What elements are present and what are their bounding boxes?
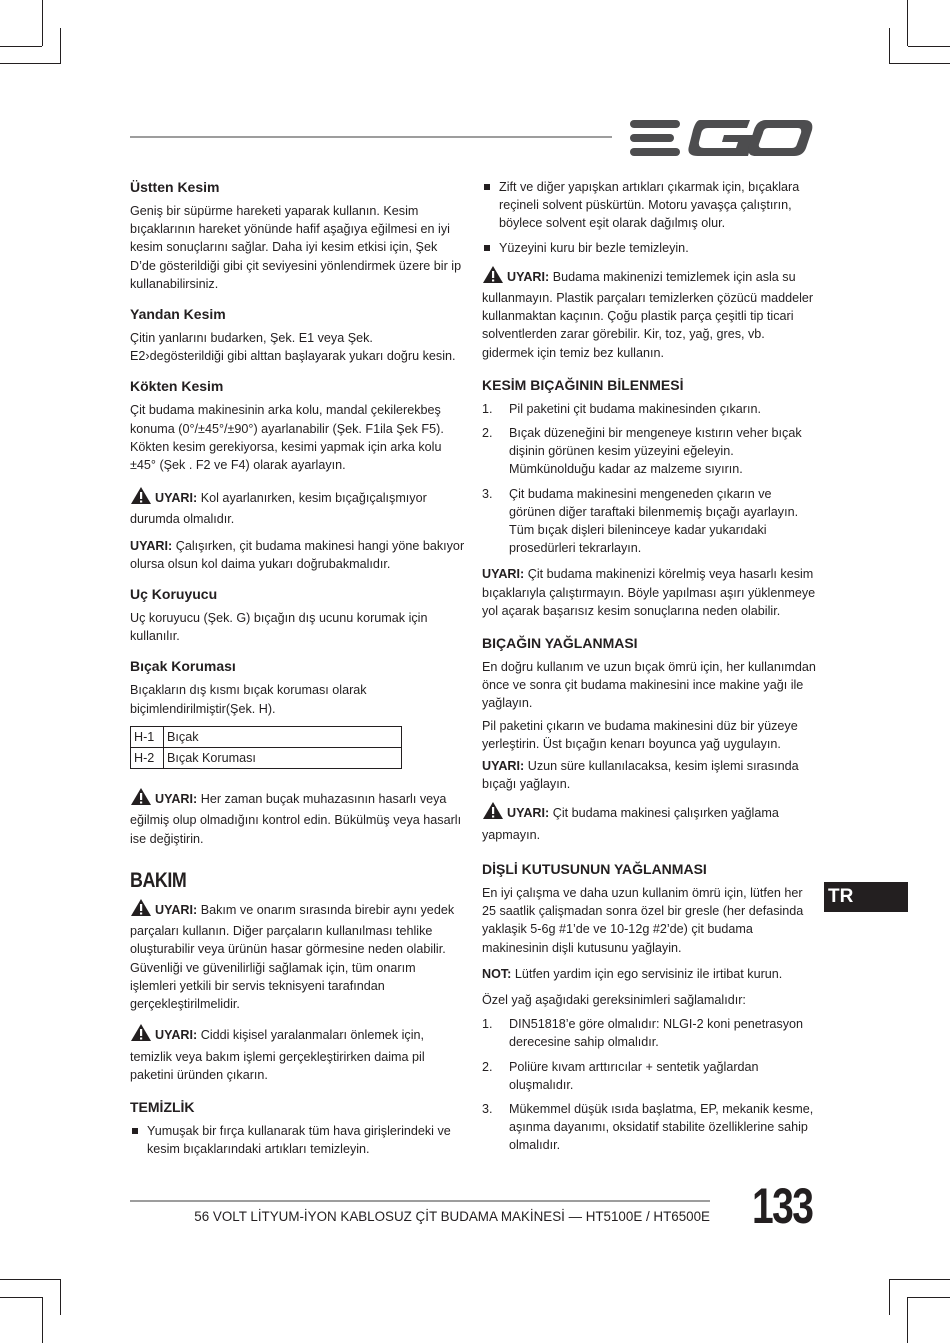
step-number: 1. [482,401,493,416]
left-column [130,178,465,1166]
list-item: Yüzeyini kuru bir bezle temizleyin. [482,239,816,257]
section-title: Bıçak Koruması [130,658,236,675]
step-text: Mükemmel düşük ısıda başlatma, EP, mekanik kesme, aşınma dayanımı, oksidatif stabilite özelliklerine sahip olmalıdır. [509,1101,814,1153]
language-tab: TR [824,882,908,912]
step-number: 2. [482,426,493,441]
section-title: Yandan Kesim [130,306,226,323]
crop-mark [0,46,42,47]
list-item: Zift ve diğer yapışkan artıkları çıkarmak için, bıçaklara reçineli solvent püskürtün. Motoru yavaşça çalıştırın, böylece solvent eşit olarak dağılmış olur. [482,178,816,233]
warning-label: UYARI: [482,567,525,582]
list-item [482,400,816,418]
crop-mark [889,28,890,64]
page-number: 133 [752,1178,813,1234]
warning-note [482,801,816,843]
section-body: Bıçakların dış kısmı bıçak koruması olarak biçimlendirilmiştir(Şek. H). [130,683,367,716]
warning-note [482,265,816,362]
crop-mark [889,1279,890,1315]
section-body: Çit budama makinesinin arka kolu, mandal çekilerekbeş konuma (0°/±45°/±90°) ayarlanabilir (Şek. F1ila Şek F5). Kökten kesim gerekiyorsa, kesimi yapmak için arka kolu ±45° (Şek . F2 ve F4) olarak ayarlayın. [130,403,444,473]
section-body: Özel yağ aşağıdaki gereksinimleri sağlamalıdır: [482,992,746,1007]
note-text: Lütfen yardim için ego servisiniz ile irtibat kurun. [511,966,783,981]
footer-rule [130,1200,710,1202]
warning-text: Her zaman buçak muhazasının hasarlı veya eğilmiş olup olmadığını kontrol edin. Bükülmüş veya hasarlı ise değiştirin. [130,792,462,846]
warning-label: UYARI: [507,269,550,284]
footer-title: 56 VOLT LİTYUM-İYON KABLOSUZ ÇİT BUDAMA MAKİNESİ — HT5100E / HT6500E [194,1209,710,1224]
list-item [482,424,816,479]
warning-label: UYARI: [130,538,173,553]
ego-logo [628,118,814,163]
step-number: 3. [482,1101,493,1116]
warning-label: UYARI: [507,806,550,821]
section-title: Kökten Kesim [130,378,224,395]
right-column [482,178,816,1163]
warning-triangle-icon [130,1023,152,1047]
warning-triangle-icon [130,898,152,922]
step-text: Pil paketini çit budama makinesinden çıkarın. [509,401,762,416]
warning-note [130,486,465,528]
crop-mark [60,1279,61,1315]
list-item: Yumuşak bir fırça kullanarak tüm hava girişlerindeki ve kesim bıçaklarındaki artıkları temizleyin. [130,1122,465,1158]
warning-note [482,757,816,793]
section-yandan-kesim [130,305,465,365]
warning-note [130,898,465,1013]
crop-mark [0,1279,61,1280]
list-item [482,1015,816,1051]
bilenme-steps [482,400,816,558]
list-item [482,1100,816,1155]
crop-mark [42,0,43,46]
crop-mark [907,0,908,46]
warning-text: Çit budama makinesi çalışırken yağlama yapmayın. [482,806,779,842]
temizlik-list [130,1122,465,1158]
warning-label: UYARI: [155,903,198,918]
bakim-heading: BAKIM [130,868,187,892]
section-uc-koruyucu [130,585,465,645]
warning-text: Çit budama makinenizi körelmiş veya hasarlı kesim bıçaklarıyla çalıştırmayın. Böyle yapılması aşırı yüklenmeye yol açarak başarısız kesim sonuçlarına neden olabilir. [482,567,816,618]
step-number: 1. [482,1017,493,1032]
list-item [482,485,816,558]
table-row [131,748,402,769]
warning-note [130,537,465,573]
section-title: Üstten Kesim [130,179,220,195]
step-text: Poliüre kıvam arttırıcılar + sentetik yağlardan oluşmalıdır. [509,1059,759,1092]
section-body: Pil paketini çıkarın ve budama makinesini düz bir yüzeye yerleştirin. Üst bıçağın kenarı boyunca yağ uygulayın. [482,718,798,751]
warning-text: Çalışırken, çit budama makinesi hangi yöne bakıyor olursa olsun kol daima yukarı doğrubakmalıdır. [130,538,465,571]
step-number: 2. [482,1059,493,1074]
section-body: Çitin yanlarını budarken, Şek. E1 veya Şek. E2›degösterildiği gibi alttan başlayarak yukarı doğru kesin. [130,331,456,364]
parts-table [130,726,402,769]
step-text: Çit budama makinesini mengeneden çıkarın ve görünen diğer taraftaki bilenmemiş bıçağı ayarlayın. Tüm bıçak dişleri bileninceye kadar yukarıdaki prosedürleri tekrarlayın. [509,486,799,556]
section-kokten-kesim [130,377,465,474]
crop-mark [0,63,61,64]
warning-label: UYARI: [155,792,198,807]
crop-mark [907,1297,908,1343]
table-row [131,726,402,747]
warning-text: Kol ayarlanırken, kesim bıçağıçalışmıyor durumda olmalıdır. [130,491,427,527]
table-value: Bıçak Koruması [164,748,402,769]
section-body: Geniş bir süpürme hareketi yaparak kullanın. Kesim bıçaklarının hareket yönünde hafif aşağıya eğilmesi en iyi kesim sonuçlarını sağlar. Daha iyi kesim etkisi için, Şek D’de gösterildiği gibi çit seviyesini yönlendirmek üzere bir ip kullanabilirsiniz. [130,204,462,291]
section-title-temizlik: TEMİZLİK [130,1098,195,1115]
step-text: DIN51818’e göre olmalıdır: NLGI-2 koni penetrasyon derecesine sahip olmalıdır. [509,1017,804,1050]
warning-label: UYARI: [482,759,525,774]
disli-requirements [482,1015,816,1154]
section-body: En doğru kullanım ve uzun bıçak ömrü için, her kullanımdan önce ve sonra çit budama makinesini ince makine yağı ile yağlayın. [482,660,816,711]
crop-mark [908,46,950,47]
table-key: H-2 [131,748,164,769]
table-key: H-1 [131,726,164,747]
warning-triangle-icon [130,787,152,811]
warning-note [130,1023,465,1084]
warning-triangle-icon [482,265,504,289]
warning-note [130,787,465,848]
header-rule [130,136,612,138]
step-number: 3. [482,486,493,501]
crop-mark [42,1297,43,1343]
crop-mark [889,1279,950,1280]
warning-text: Bakım ve onarım sırasında birebir aynı yedek parçaları kullanın. Diğer parçaların kullanılması tehlike oluşturabilir veya ürünün hasar görmesine neden olabilir. Güvenliği ve güvenilirliği sağlamak için, tüm onarım işlemleri yetkili bir servis teknisyeni tarafından gerçekleştirilmelidir. [130,903,455,1012]
crop-mark [60,28,61,64]
step-text: Bıçak düzeneğini bir mengeneye kıstırın veher bıçak dişinin görünen kesim yüzeyini eğeleyin. Mümkünolduğu kadar az malzeme sıyırın. [509,426,802,477]
section-ustten-kesim [130,178,465,293]
section-title-bilenme: KESİM BIÇAĞININ BİLENMESİ [482,376,684,393]
warning-label: UYARI: [155,1028,198,1043]
warning-note [482,565,816,620]
section-title-yaglanma: BIÇAĞIN YAĞLANMASI [482,635,638,652]
section-body: En iyi çalışma ve daha uzun kullanim ömrü için, lütfen her 25 saatlik çalişmadan sonra özel bir gresle (her defasinda yaklaşik 5-6g #1’de ve 10-12g #2’de) çit budama makinesinin dişli kutusunu yağlayin. [482,885,804,955]
list-item [482,1058,816,1094]
note-label: NOT: [482,966,512,981]
section-body: Uç koruyucu (Şek. G) bıçağın dış ucunu korumak için kullanılır. [130,611,428,644]
warning-text: Uzun süre kullanılacaksa, kesim işlemi sırasında bıçağı yağlayın. [482,759,799,792]
warning-text: Ciddi kişisel yaralanmaları önlemek için, temizlik veya bakım işlemi gerçekleştirirken daima pil paketini üründen çıkarın. [130,1028,425,1082]
warning-label: UYARI: [155,491,198,506]
crop-mark [908,1297,950,1298]
cleaning-bullets [482,178,816,257]
table-value: Bıçak [164,726,402,747]
warning-text: Budama makinenizi temizlemek için asla su kullanmayın. Plastik parçaları temizlerken çözücü maddeler kullanmaktan kaçının. Çoğu plastik parça çeşitli tip ticari solventlerden zarar görebilir. Kir, toz, yağ, gres, vb. gidermek için temiz bez kullanın. [482,269,814,360]
section-bicak-korumasi [130,657,465,769]
note [482,965,816,983]
crop-mark [0,1297,42,1298]
section-title-disli: DİŞLİ KUTUSUNUN YAĞLANMASI [482,860,707,877]
crop-mark [889,63,950,64]
warning-triangle-icon [130,486,152,510]
section-title: Uç Koruyucu [130,586,218,603]
warning-triangle-icon [482,801,504,825]
